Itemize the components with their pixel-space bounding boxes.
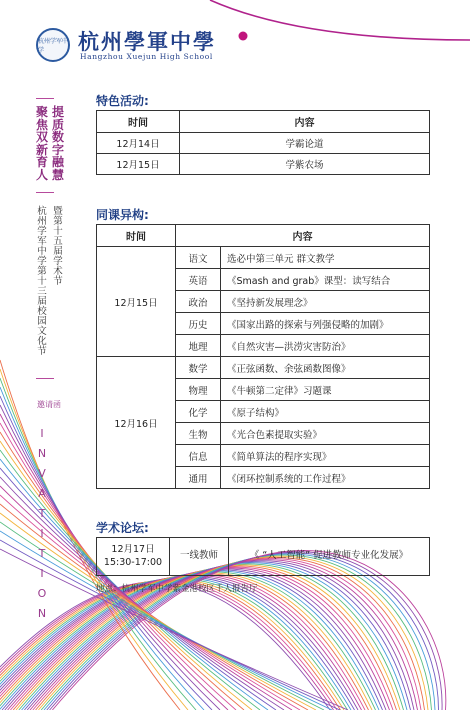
festival-char: 届 [53,245,63,257]
subject-cell: 英语 [176,269,221,291]
slogan-char: 聚 [36,105,49,119]
content-cell: 《国家出路的探索与列强侵略的加剧》 [221,313,430,335]
school-name-cn: 杭州學軍中學 [78,29,216,54]
forum-time: 15:30-17:00 [103,556,163,568]
invitation-letter: T [38,547,46,560]
forum-date: 12月17日 [111,543,155,555]
subject-cell: 语文 [176,247,221,269]
festival-char: 第 [37,265,47,277]
invitation-letter: I [40,527,44,540]
cell-time: 12月15日 [97,154,180,175]
festival-char: 校 [37,305,47,317]
subject-cell: 数学 [176,357,221,379]
slogan-char: 双 [36,130,49,145]
subject-cell: 通用 [176,467,221,489]
content-cell: 选必中第三单元 群文教学 [221,247,430,269]
festival-char: 园 [37,315,47,327]
slogan-char: 人 [36,167,49,182]
content-cell: 《Smash and grab》课型：读写结合 [221,269,430,291]
festival-char: 届 [37,295,47,307]
header-content: 内容 [180,111,430,133]
festival-char: 州 [37,215,47,227]
subject-cell: 政治 [176,291,221,313]
divider [36,378,54,379]
invite-word: 邀请函 [37,400,61,409]
day-cell: 12月16日 [97,357,176,489]
header-time: 时间 [97,111,180,133]
festival-char: 学 [37,225,47,237]
slogan-char: 质 [52,117,65,132]
content-cell: 《正弦函数、余弦函数图像》 [221,357,430,379]
slogan-char: 数 [52,130,65,145]
school-logo [36,28,70,62]
slogan-char: 提 [52,105,65,119]
subject-cell: 生物 [176,423,221,445]
forum-title: 学术论坛: [96,521,149,535]
festival-char: 文 [37,325,47,337]
classes-table [96,224,430,489]
forum-place: 地点：杭州学军中学紫金港校区千人报告厅 [96,584,258,594]
table-row [97,538,430,576]
subject-cell: 历史 [176,313,221,335]
festival-char: 术 [53,265,63,277]
festival-char: 中 [37,245,47,257]
header-time: 时间 [97,225,176,247]
activities-title: 特色活动: [96,94,149,108]
festival-char: 五 [53,235,63,247]
invitation-vertical [36,424,48,624]
festival-col1 [52,207,64,287]
content-cell: 《闭环控制系统的工作过程》 [221,467,430,489]
divider [36,98,54,99]
festival-char: 十 [37,275,47,287]
subject-cell: 地理 [176,335,221,357]
slogan-col1 [52,106,64,182]
slogan-col2 [36,106,48,182]
content-cell: 《坚持新发展理念》 [221,291,430,313]
cell-content: 学紫农场 [180,154,430,175]
header-content: 内容 [176,225,430,247]
festival-char: 学 [53,255,63,267]
festival-char: 学 [37,255,47,267]
invitation-letter: T [38,507,46,520]
divider [36,192,54,193]
festival-col2 [36,207,48,357]
table-row [97,133,430,154]
festival-char: 化 [37,335,47,347]
cell-content: 学霸论道 [180,133,430,154]
slogan-char: 焦 [36,117,49,132]
content-cell: 《光合色素提取实验》 [221,423,430,445]
festival-char: 十 [53,225,63,237]
table-row [97,154,430,175]
invitation-letter: I [40,567,44,580]
forum-datetime [97,538,170,576]
slogan-char: 育 [36,155,49,170]
content-cell: 《自然灾害—洪涝灾害防治》 [221,335,430,357]
invitation-letter: N [37,607,47,620]
day-cell: 12月15日 [97,247,176,357]
subject-cell: 化学 [176,401,221,423]
forum-speaker: 一线教师 [170,538,229,576]
festival-char: 节 [37,345,47,357]
festival-char: 军 [37,235,47,247]
classes-title: 同课异构: [96,208,149,222]
activities-table [96,110,430,175]
festival-char: 第 [53,215,63,227]
festival-char: 三 [37,285,47,297]
table-row [97,357,430,379]
festival-char: 杭 [37,206,47,217]
invitation-letter: O [37,587,47,600]
festival-char: 节 [53,275,63,287]
logo-text: 杭州学军中学 [38,38,69,54]
invitation-letter: N [37,447,47,460]
slogan-char: 字 [52,142,65,157]
cell-time: 12月14日 [97,133,180,154]
slogan-char: 融 [52,155,65,170]
content-cell: 《原子结构》 [221,401,430,423]
invitation-letter: I [40,427,44,440]
forum-table [96,537,430,576]
forum-topic: 《 “人工智能” 促进教师专业化发展》 [229,538,430,576]
invitation-letter: A [38,487,46,500]
table-row [97,247,430,269]
school-name-en: Hangzhou Xuejun High School [80,52,213,61]
subject-cell: 物理 [176,379,221,401]
festival-char: 暨 [53,206,63,217]
subject-cell: 信息 [176,445,221,467]
invitation-letter: V [38,467,46,480]
slogan-char: 慧 [52,167,65,182]
content-cell: 《牛顿第二定律》习题课 [221,379,430,401]
content-cell: 《简单算法的程序实现》 [221,445,430,467]
slogan-char: 新 [36,142,49,157]
